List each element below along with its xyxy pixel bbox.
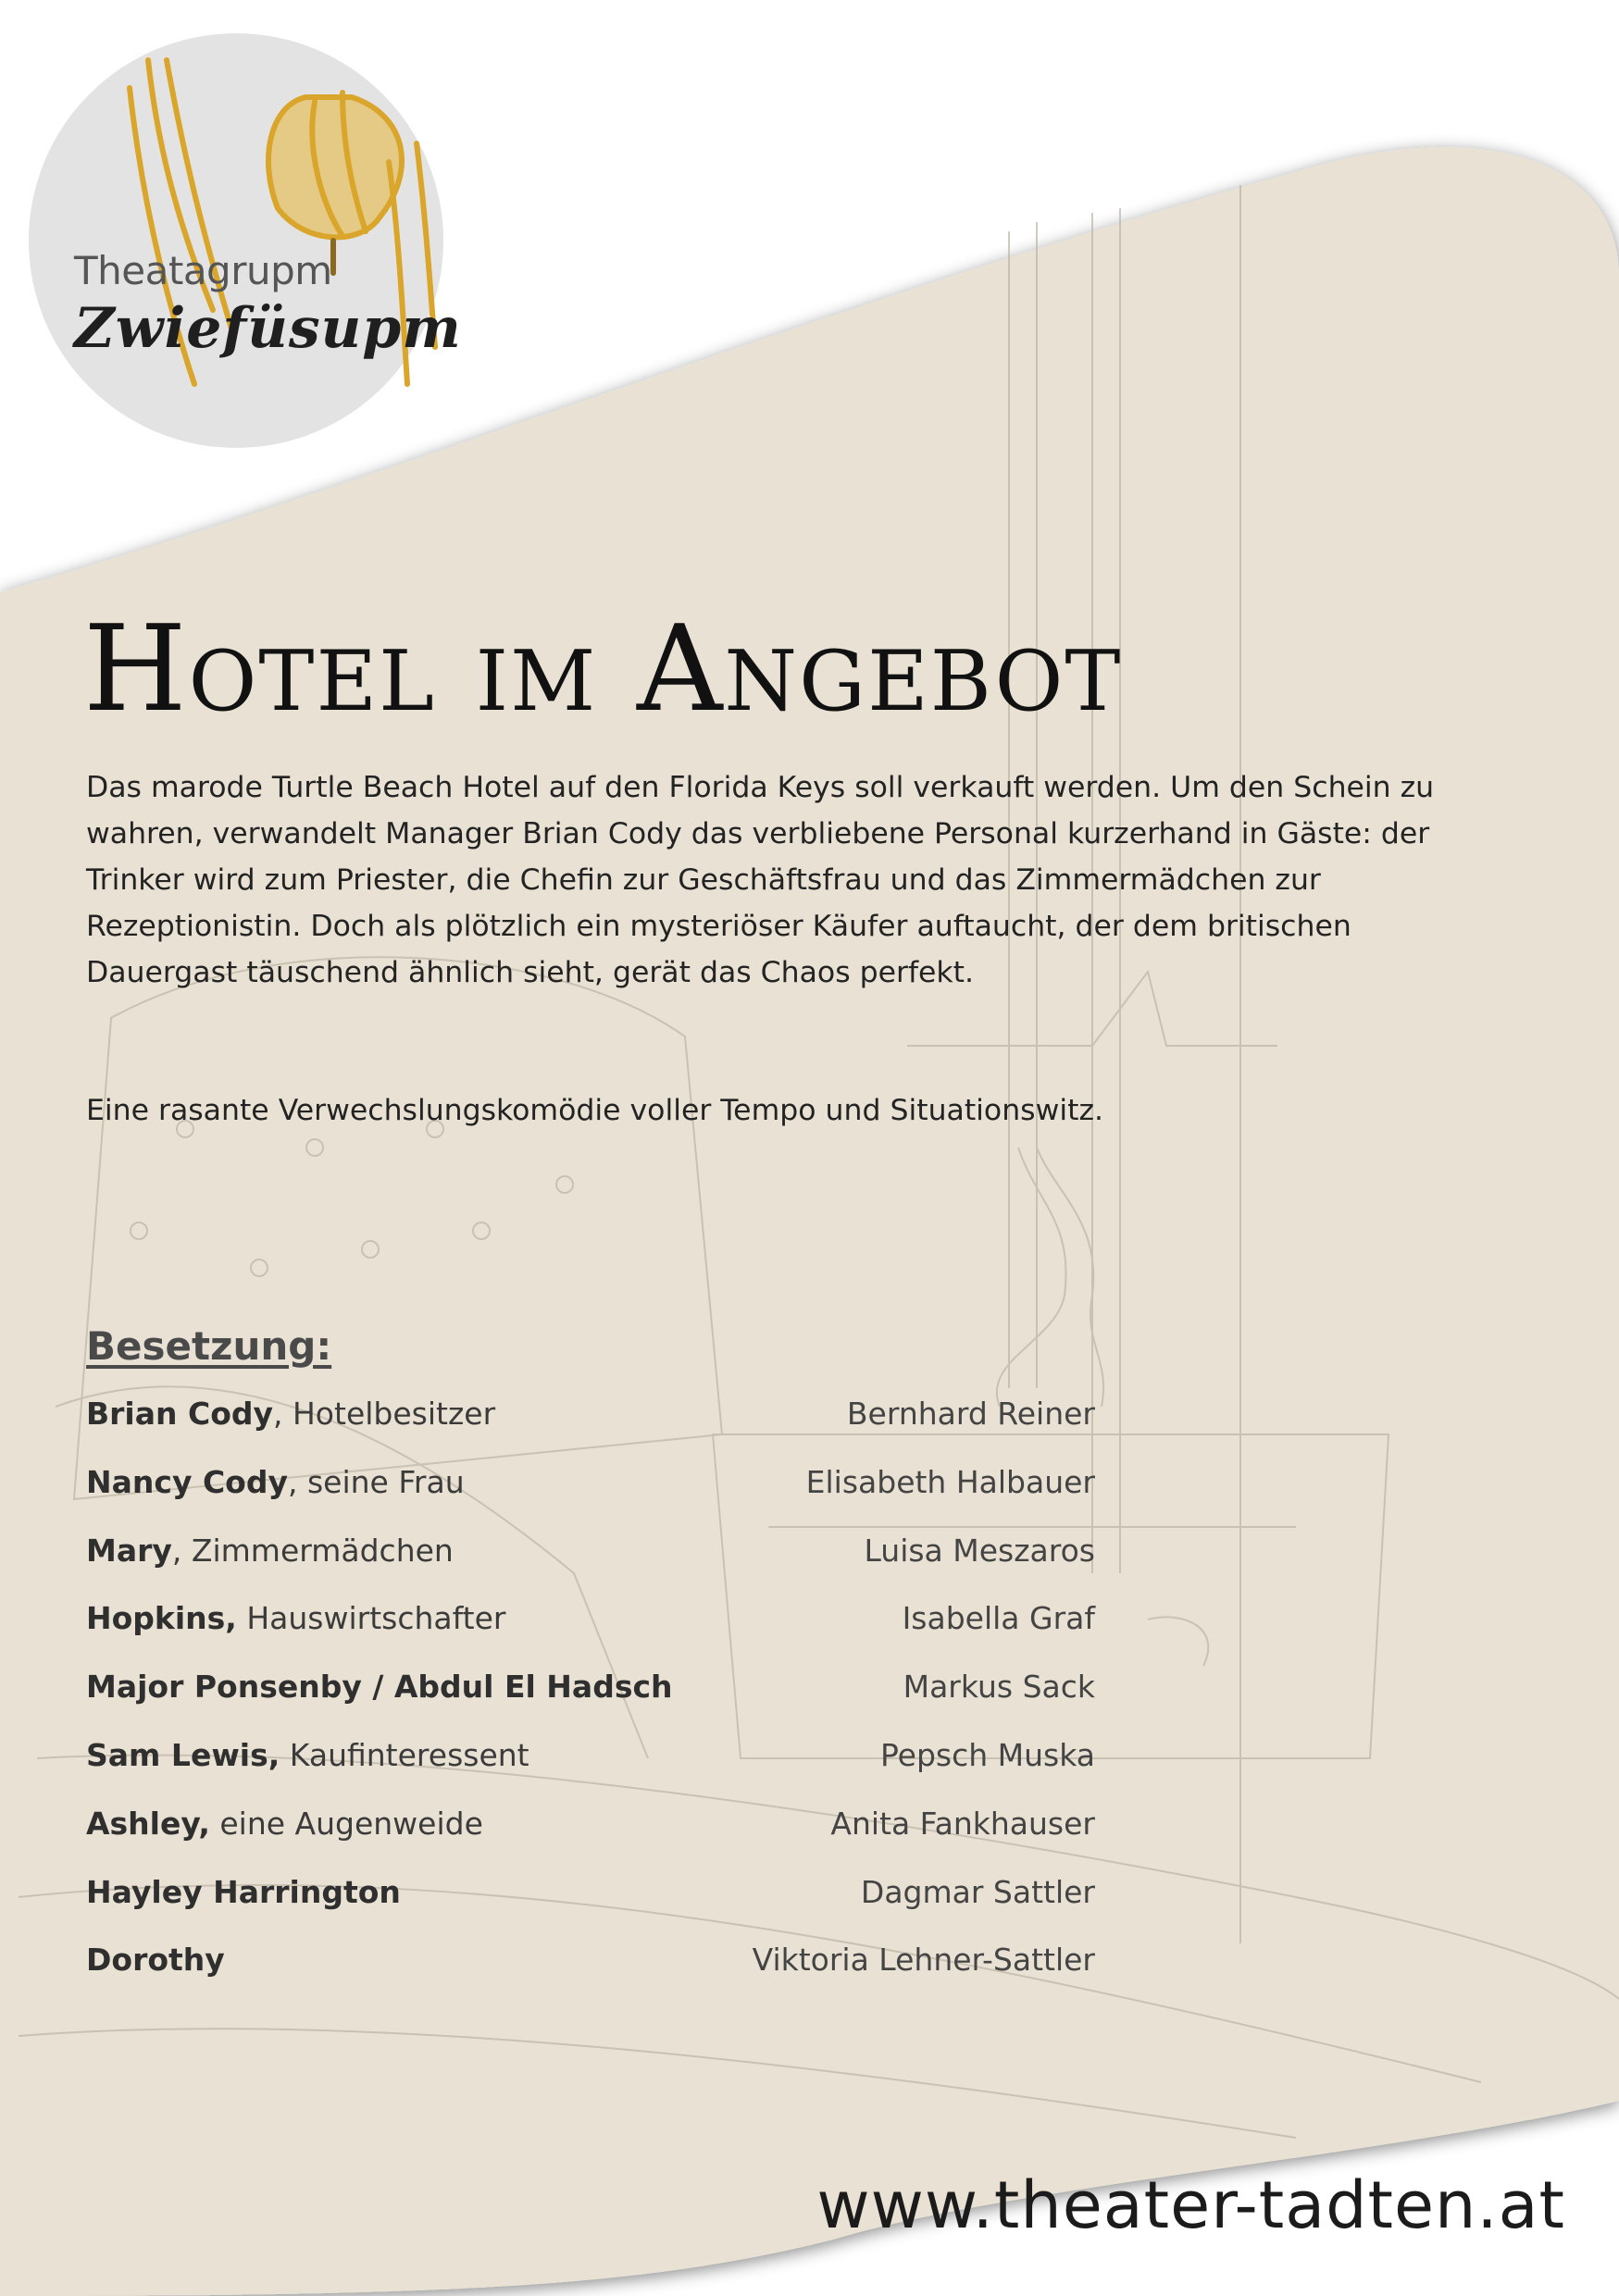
cast-role-name: Ashley, bbox=[86, 1805, 210, 1842]
website-url[interactable]: www.theater-tadten.at bbox=[816, 2167, 1565, 2243]
cast-actor-name: Elisabeth Halbauer bbox=[805, 1463, 1095, 1500]
cast-row bbox=[86, 1942, 1095, 2010]
cast-role-name: Major Ponsenby / Abdul El Hadsch bbox=[86, 1669, 673, 1706]
logo-circle bbox=[28, 32, 444, 449]
description-paragraph-2: Eine rasante Verwechslungskomödie voller Tempo und Situationswitz. bbox=[86, 1094, 1103, 1127]
cast-row bbox=[86, 1464, 1095, 1533]
cast-role-name: Dorothy bbox=[86, 1942, 225, 1979]
description-paragraph-1: Das marode Turtle Beach Hotel auf den Florida Keys soll verkauft werden. Um den Schein zu wahren, verwandelt Manager Brian Cody das verbliebene Personal kurzerhand in Gäste: der Trinker wird zum Priester, die Chefin zur Geschäftsfrau und das Zimmermädchen zur Rezeptionistin. Doch als plötzlich ein mysteriöser Käufer auftaucht, der dem britischen Dauergast täuschend ähnlich sieht, gerät das Chaos perfekt. bbox=[86, 771, 1435, 989]
cast-row bbox=[86, 1600, 1095, 1669]
cast-actor-name: Pepsch Muska bbox=[879, 1736, 1095, 1773]
logo-text-zwiefuesupm: Zwiefüsupm bbox=[74, 296, 462, 361]
cast-character bbox=[86, 1396, 495, 1432]
cast-role-name: Hayley Harrington bbox=[86, 1873, 401, 1910]
cast-role-description: Kaufinteressent bbox=[280, 1736, 529, 1773]
cast-character bbox=[86, 1806, 483, 1842]
cast-character bbox=[86, 1737, 529, 1773]
cast-role-description: , Hotelbesitzer bbox=[273, 1396, 496, 1432]
cast-role-name: Sam Lewis, bbox=[86, 1736, 280, 1773]
cast-actor-name: Bernhard Reiner bbox=[846, 1396, 1095, 1432]
cast-role-name: Brian Cody bbox=[86, 1396, 274, 1432]
cast-row bbox=[86, 1737, 1095, 1806]
cast-role-description: Hauswirtschafter bbox=[236, 1600, 506, 1637]
cast-actor-name: Markus Sack bbox=[903, 1669, 1095, 1706]
cast-role-name: Hopkins, bbox=[86, 1600, 237, 1637]
cast-role-name: Nancy Cody bbox=[86, 1463, 288, 1500]
cast-row bbox=[86, 1533, 1095, 1601]
cast-actor-name: Viktoria Lehner-Sattler bbox=[752, 1942, 1095, 1979]
cast-row bbox=[86, 1396, 1095, 1464]
cast-character bbox=[86, 1874, 401, 1910]
cast-character bbox=[86, 1669, 673, 1705]
cast-role-description: eine Augenweide bbox=[209, 1805, 483, 1842]
cast-row bbox=[86, 1874, 1095, 1942]
cast-character bbox=[86, 1533, 454, 1569]
cast-heading: Besetzung: bbox=[86, 1323, 332, 1369]
cast-actor-name: Dagmar Sattler bbox=[860, 1873, 1095, 1910]
cast-actor-name: Isabella Graf bbox=[902, 1600, 1095, 1637]
play-title: Hotel im Angebot bbox=[83, 601, 1123, 738]
cast-actor-name: Luisa Meszaros bbox=[864, 1532, 1095, 1569]
logo bbox=[28, 32, 462, 449]
cast-role-description: , Zimmermädchen bbox=[171, 1532, 454, 1569]
cast-character bbox=[86, 1464, 465, 1500]
cast-actor-name: Anita Fankhauser bbox=[830, 1805, 1095, 1842]
cast-list bbox=[86, 1396, 1095, 2010]
cast-row bbox=[86, 1806, 1095, 1874]
cast-role-description: , seine Frau bbox=[287, 1463, 465, 1500]
logo-text-theatagrupm: Theatagrupm bbox=[74, 248, 332, 293]
cast-character bbox=[86, 1942, 225, 1978]
cast-row bbox=[86, 1669, 1095, 1737]
cast-character bbox=[86, 1600, 505, 1636]
cast-role-name: Mary bbox=[86, 1532, 172, 1569]
